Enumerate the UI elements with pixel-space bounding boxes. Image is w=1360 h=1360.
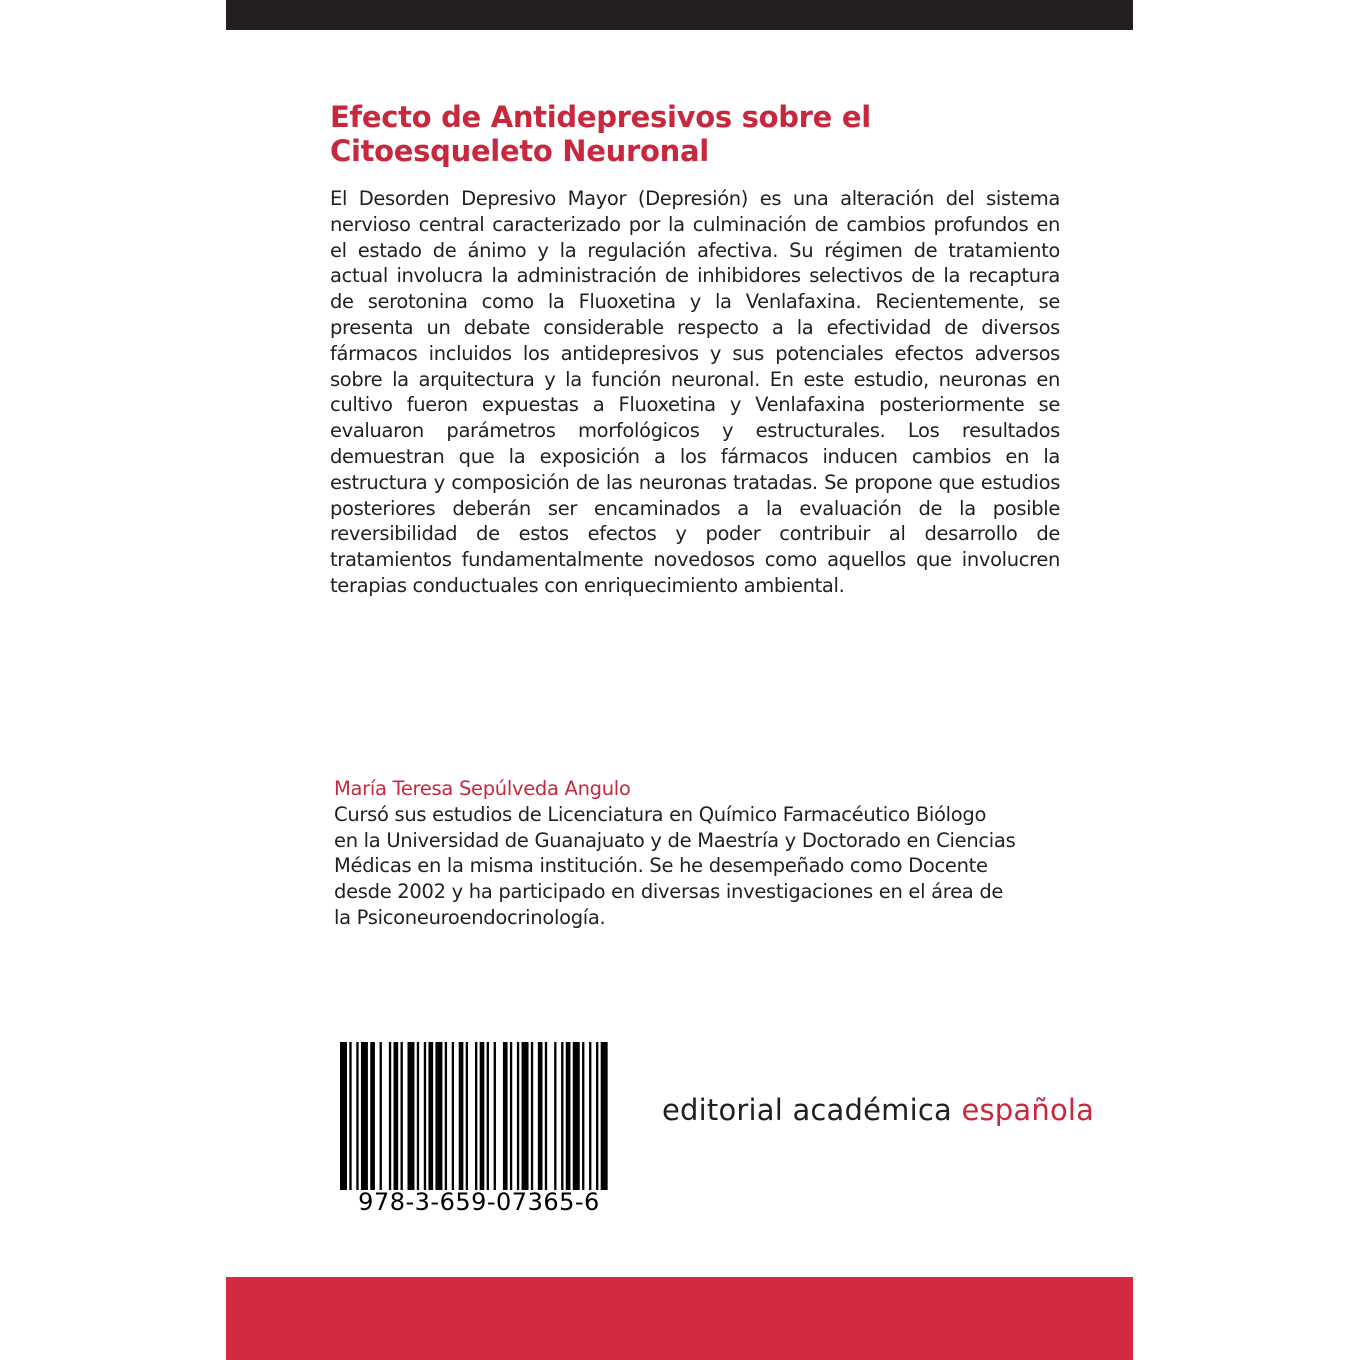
author-section bbox=[334, 776, 1064, 931]
book-back-cover bbox=[226, 0, 1133, 1360]
author-name: María Teresa Sepúlveda Angulo bbox=[334, 777, 631, 800]
publisher-logo bbox=[662, 1093, 1094, 1127]
top-band bbox=[226, 0, 1133, 30]
synopsis-text: El Desorden Depresivo Mayor (Depresión) es una alteración del sistema nervioso central caracterizado por la culminación de cambios profundos en el estado de ánimo y la regulación afectiva. Su régimen de tratamiento actual involucra la administración de inhibidores selectivos de la recaptura de serotonina como la Fluoxetina y la Venlafaxina. Recientemente, se presenta un debate considerable respecto a la efectividad de diversos fármacos incluidos los antidepresivos y sus potenciales efectos adversos sobre la arquitectura y la función neuronal. En este estudio, neuronas en cultivo fueron expuestas a Fluoxetina y Venlafaxina posteriormente se evaluaron parámetros morfológicos y estructurales. Los resultados demuestran que la exposición a los fármacos inducen cambios en la estructura y composición de las neuronas tratadas. Se propone que estudios posteriores deberán ser encaminados a la evaluación de la posible reversibilidad de estos efectos y poder contribuir al desarrollo de tratamientos fundamentalmente novedosos como aquellos que involucren terapias conductuales con enriquecimiento ambiental. bbox=[330, 187, 1060, 597]
publisher-name-accent: española bbox=[961, 1093, 1095, 1127]
author-bio: Cursó sus estudios de Licenciatura en Químico Farmacéutico Biólogo en la Universidad de Guanajuato y de Maestría y Doctorado en Ciencias Médicas en la misma institución. Se he desempeñado como Docente desde 2002 y ha participado en diversas investigaciones en el área de la Psiconeuroendocrinología. bbox=[334, 802, 1016, 929]
barcode bbox=[340, 1042, 610, 1190]
isbn-number: 978-3-659-07365-6 bbox=[358, 1188, 600, 1216]
publisher-name-main: editorial académica bbox=[662, 1093, 962, 1127]
book-title: Efecto de Antidepresivos sobre el Citoesqueleto Neuronal bbox=[330, 100, 871, 168]
bottom-band bbox=[226, 1277, 1133, 1360]
